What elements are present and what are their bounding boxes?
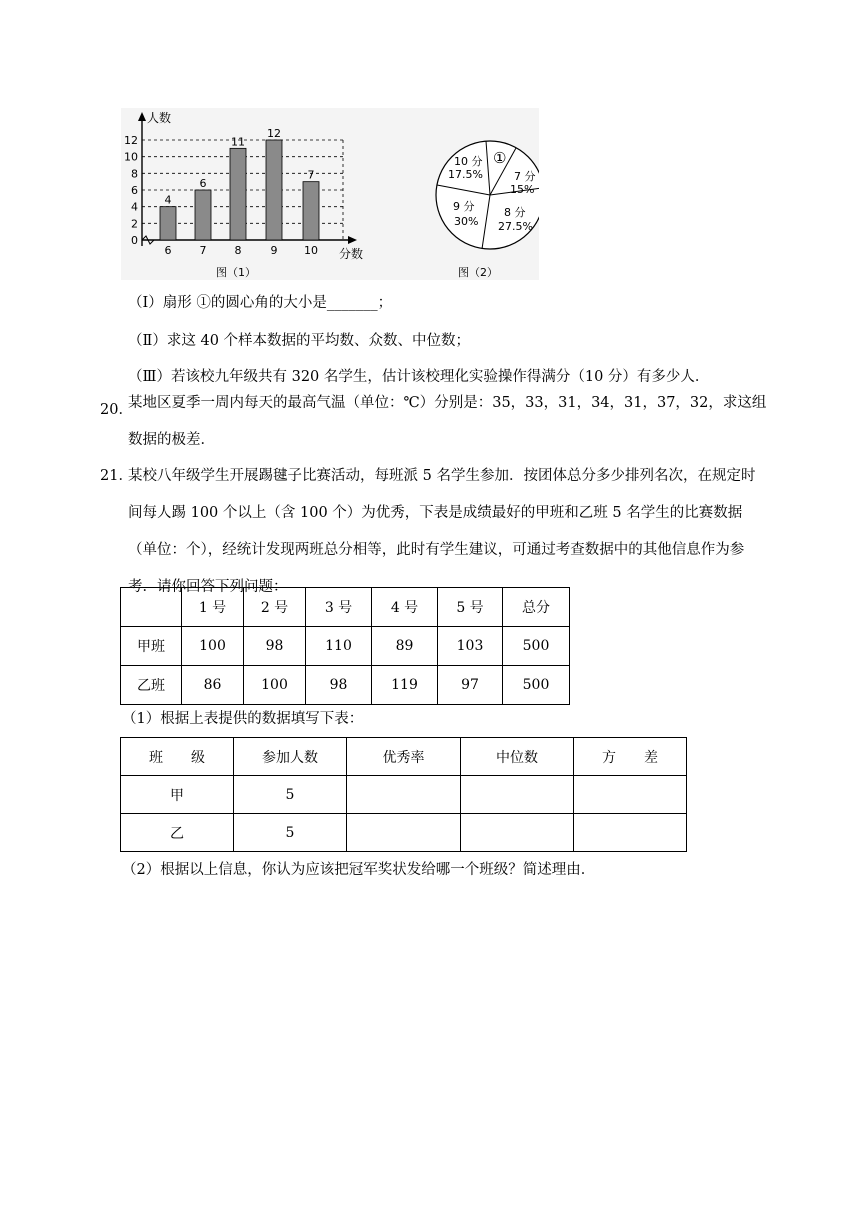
x-tick-label: 7 — [199, 244, 207, 257]
table-cell: 500 — [503, 666, 570, 705]
bar-chart — [121, 108, 539, 280]
table-cell: 103 — [438, 627, 503, 666]
answer-table — [120, 737, 687, 852]
bar — [266, 140, 282, 240]
y-tick-label: 4 — [131, 200, 138, 214]
pie-slice-label-1: ① — [493, 149, 507, 167]
q19-part3: （Ⅲ）若该校九年级共有 320 名学生，估计该校理化实验操作得满分（10 分）有多少人． — [128, 369, 710, 385]
bar-data-label: 11 — [231, 135, 245, 149]
y-tick-label: 12 — [124, 134, 138, 147]
bar-data-label: 4 — [164, 193, 172, 207]
pie-slice-label-9: 9 分 — [453, 200, 475, 213]
x-tick-label: 8 — [234, 244, 242, 257]
table-row — [121, 738, 687, 776]
table-header-cell: 方 差 — [574, 738, 687, 776]
answer-cell[interactable] — [461, 776, 574, 814]
pie-slice-pct-7: 15% — [510, 183, 535, 196]
table-cell: 5 — [234, 814, 347, 852]
x-axis-arrow — [348, 236, 357, 244]
q21-text: 某校八年级学生开展踢毽子比赛活动，每班派 5 名学生参加．按团体总分多少排列名次，在规定时间每人踢 100 个以上（含 100 个）为优秀，下表是成绩最好的甲班和乙班 5 名学生的比赛数据（单位：个），经统计发现两班总分相等，此时有学生建议，可通过考查数据中的其他信息作为参考．请你回答下列问题： — [128, 468, 756, 595]
table-cell: 86 — [182, 666, 244, 705]
table-header-cell: 4 号 — [372, 588, 438, 627]
table-cell: 100 — [244, 666, 306, 705]
table-cell: 110 — [306, 627, 372, 666]
table-cell: 乙班 — [121, 666, 182, 705]
table-cell: 100 — [182, 627, 244, 666]
x-axis-label: 分数 — [339, 247, 364, 261]
table-row — [121, 588, 570, 627]
bar — [303, 182, 319, 240]
y-tick-label: 6 — [131, 184, 138, 197]
pie-slice-pct-8: 27.5% — [498, 220, 533, 233]
pie-slice-label-8: 8 分 — [504, 206, 526, 219]
pie-slice-pct-9: 30% — [454, 215, 479, 228]
figure1-caption: 图（1） — [216, 266, 256, 279]
bar-data-label: 12 — [267, 127, 281, 140]
bar — [160, 207, 176, 240]
bar — [195, 190, 211, 240]
y-tick-label: 2 — [131, 217, 138, 231]
table-header-cell: 中位数 — [461, 738, 574, 776]
q21-sub2: （2）根据以上信息，你认为应该把冠军奖状发给哪一个班级？简述理由． — [122, 862, 596, 878]
x-tick-label: 9 — [270, 244, 278, 257]
table-header-cell: 优秀率 — [347, 738, 461, 776]
q19-part1: （Ⅰ）扇形 ①的圆心角的大小是_______； — [128, 295, 393, 311]
bar-data-label: 7 — [307, 168, 315, 182]
answer-cell[interactable] — [461, 814, 574, 852]
table-cell: 甲 — [121, 776, 234, 814]
score-table — [120, 587, 570, 705]
pie-slice-label-10: 10 分 — [454, 155, 483, 168]
table-cell: 乙 — [121, 814, 234, 852]
figures-panel — [121, 108, 539, 280]
answer-cell[interactable] — [347, 776, 461, 814]
q20-number: 20． — [100, 402, 133, 418]
table-row — [121, 666, 570, 705]
pie-slice-pct-10: 17.5% — [448, 168, 483, 181]
table-row — [121, 776, 687, 814]
table-header-cell: 班 级 — [121, 738, 234, 776]
answer-cell[interactable] — [347, 814, 461, 852]
table-header-cell — [121, 588, 182, 627]
x-tick-label: 6 — [164, 244, 172, 257]
table-header-cell: 5 号 — [438, 588, 503, 627]
figure2-caption: 图（2） — [458, 266, 498, 279]
q21-sub1: （1）根据上表提供的数据填写下表： — [122, 711, 364, 727]
pie-slice-label-7: 7 分 — [514, 170, 536, 183]
table-header-cell: 总分 — [503, 588, 570, 627]
table-header-cell: 2 号 — [244, 588, 306, 627]
table-header-cell: 3 号 — [306, 588, 372, 627]
q20-text: 某地区夏季一周内每天的最高气温（单位：℃）分别是：35，33，31，34，31，37，32，求这组数据的极差． — [128, 395, 767, 448]
table-header-cell: 1 号 — [182, 588, 244, 627]
table-cell: 500 — [503, 627, 570, 666]
table-cell: 119 — [372, 666, 438, 705]
table-cell: 98 — [306, 666, 372, 705]
y-tick-label: 0 — [131, 234, 138, 247]
q19-part2: （Ⅱ）求这 40 个样本数据的平均数、众数、中位数； — [128, 333, 471, 349]
table-cell: 98 — [244, 627, 306, 666]
table-header-cell: 参加人数 — [234, 738, 347, 776]
y-tick-label: 10 — [124, 150, 138, 164]
q21-number: 21． — [100, 468, 133, 484]
bar — [230, 148, 246, 240]
table-cell: 5 — [234, 776, 347, 814]
table-cell: 97 — [438, 666, 503, 705]
answer-cell[interactable] — [574, 776, 687, 814]
table-cell: 甲班 — [121, 627, 182, 666]
table-row — [121, 627, 570, 666]
answer-cell[interactable] — [574, 814, 687, 852]
table-row — [121, 814, 687, 852]
y-tick-label: 8 — [131, 167, 138, 181]
pie-chart — [436, 141, 539, 249]
x-tick-label: 10 — [304, 244, 318, 257]
y-axis-label: 人数 — [147, 111, 172, 125]
table-cell: 89 — [372, 627, 438, 666]
y-axis-arrow — [138, 112, 146, 121]
bar-data-label: 6 — [199, 177, 207, 190]
